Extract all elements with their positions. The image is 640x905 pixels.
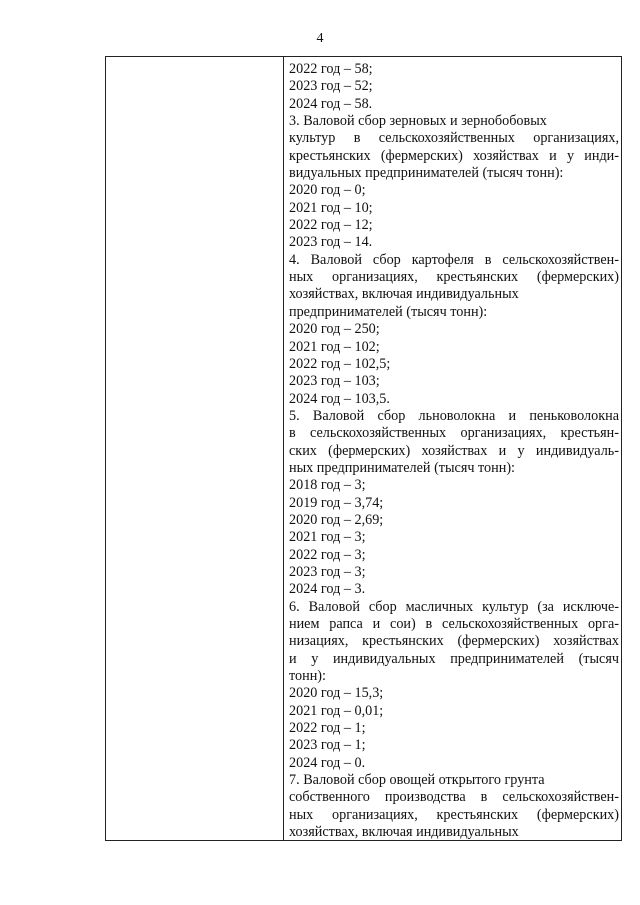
text-line: 2023 год – 52; (289, 78, 373, 95)
text-line: 2020 год – 250; (289, 321, 380, 338)
text-line: 2023 год – 14. (289, 234, 373, 251)
text-line: 2022 год – 58; (289, 61, 373, 77)
text-line: 2024 год – 3. (289, 581, 366, 598)
text-line: 2022 год – 12; (289, 217, 373, 234)
text-line: 2021 год – 102; (289, 338, 380, 355)
page-number: 4 (316, 31, 324, 46)
text-line: 2021 год – 10; (289, 199, 373, 216)
text-line: 3. Валовой сбор зерновых и зернобобовых (289, 113, 547, 130)
text-line: 2024 год – 103,5. (289, 390, 390, 407)
text-line: 2020 год – 2,69; (289, 511, 384, 528)
text-line: 2018 год – 3; (289, 477, 366, 494)
text-line: и у индивидуальных предпринимателей (тысяч (289, 650, 619, 667)
text-line: 4. Валовой сбор картофеля в сельскохозяйствен- (289, 251, 619, 268)
text-line: предпринимателей (тысяч тонн): (289, 303, 488, 320)
text-line: 2023 год – 103; (289, 373, 380, 390)
document-table (105, 56, 622, 841)
text-line: крестьянских (фермерских) хозяйствах и у инди- (289, 147, 619, 164)
column-divider (283, 57, 284, 840)
text-line: 2024 год – 58. (289, 95, 373, 112)
text-line: хозяйствах, включая индивидуальных (289, 286, 519, 303)
text-line: собственного производства в сельскохозяйствен- (289, 789, 619, 806)
table-right-cell (289, 61, 619, 841)
text-line: 6. Валовой сбор масличных культур (за исключе- (289, 598, 619, 615)
text-line: 2021 год – 3; (289, 529, 366, 546)
text-line: 5. Валовой сбор льноволокна и пеньковолокна (289, 407, 619, 424)
text-line: 2020 год – 15,3; (289, 685, 384, 702)
text-line: ных предпринимателей (тысяч тонн): (289, 459, 515, 476)
text-line: нием рапса и сои) в сельскохозяйственных орга- (289, 616, 619, 632)
text-line: 2024 год – 0. (289, 754, 366, 771)
text-line: 2022 год – 102,5; (289, 355, 391, 372)
text-line: низациях, крестьянских (фермерских) хозяйствах (289, 633, 619, 650)
text-line: 2023 год – 1; (289, 737, 366, 754)
text-line: ных организациях, крестьянских (фермерских) (289, 806, 619, 823)
text-line: 2020 год – 0; (289, 182, 366, 199)
text-line: 2019 год – 3,74; (289, 494, 384, 511)
text-line: 2021 год – 0,01; (289, 702, 384, 719)
text-line: ных организациях, крестьянских (фермерских) (289, 269, 619, 286)
text-line: культур в сельскохозяйственных организациях, (289, 130, 619, 147)
text-line: ских (фермерских) хозяйствах и у индивидуаль- (289, 442, 619, 459)
text-line: 2022 год – 1; (289, 720, 366, 737)
text-line: видуальных предпринимателей (тысяч тонн): (289, 165, 564, 182)
text-line: тонн): (289, 668, 326, 685)
text-line: хозяйствах, включая индивидуальных (289, 824, 519, 841)
text-line: в сельскохозяйственных организациях, крестьян- (289, 425, 619, 442)
text-line: 2022 год – 3; (289, 546, 366, 563)
table-left-cell (106, 57, 283, 840)
text-line: 7. Валовой сбор овощей открытого грунта (289, 772, 545, 789)
text-line: 2023 год – 3; (289, 563, 366, 580)
